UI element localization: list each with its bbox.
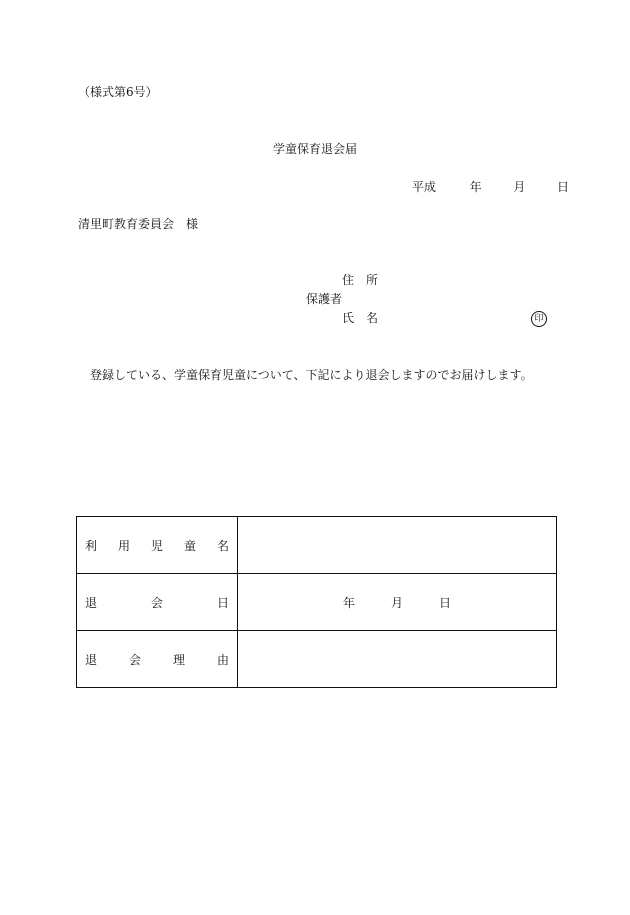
submission-date [412,181,569,193]
guardian-heading: 保護者 [306,292,343,306]
label-char: 会 [150,595,163,610]
month-label: 月 [391,595,404,610]
label-char: 会 [128,652,141,667]
label-char: 童 [183,538,196,553]
withdrawal-reason-label [77,631,238,688]
label-char: 用 [117,538,130,553]
label-char: 退 [85,595,98,610]
notice-text: 登録している、学童保育児童について、下記により退会しますのでお届けします。 [90,368,533,382]
label-char: 理 [172,652,185,667]
name-label: 氏 名 [342,311,379,325]
era-label: 平成 [412,180,437,194]
address-label: 住 所 [342,273,379,287]
month-label: 月 [513,180,526,194]
entry-table [76,516,557,688]
table-row [77,517,557,574]
label-char: 由 [216,652,229,667]
label-char: 利 [85,538,98,553]
year-label: 年 [469,180,482,194]
year-label: 年 [343,595,356,610]
recipient: 清里町教育委員会 様 [78,217,199,231]
seal-mark: 印 [531,311,547,327]
label-char: 名 [216,538,229,553]
withdrawal-reason-value[interactable] [238,631,557,688]
day-label: 日 [439,595,452,610]
day-label: 日 [557,180,570,194]
guardian-block [306,274,548,326]
document-title: 学童保育退会届 [272,142,357,156]
label-char: 退 [85,652,98,667]
withdrawal-date-label [77,574,238,631]
label-char: 児 [150,538,163,553]
form-number: （様式第6号） [78,85,158,99]
table-row [77,574,557,631]
withdrawal-date-value[interactable] [238,574,557,631]
child-name-value[interactable] [238,517,557,574]
label-char: 日 [216,595,229,610]
child-name-label [77,517,238,574]
table-row [77,631,557,688]
